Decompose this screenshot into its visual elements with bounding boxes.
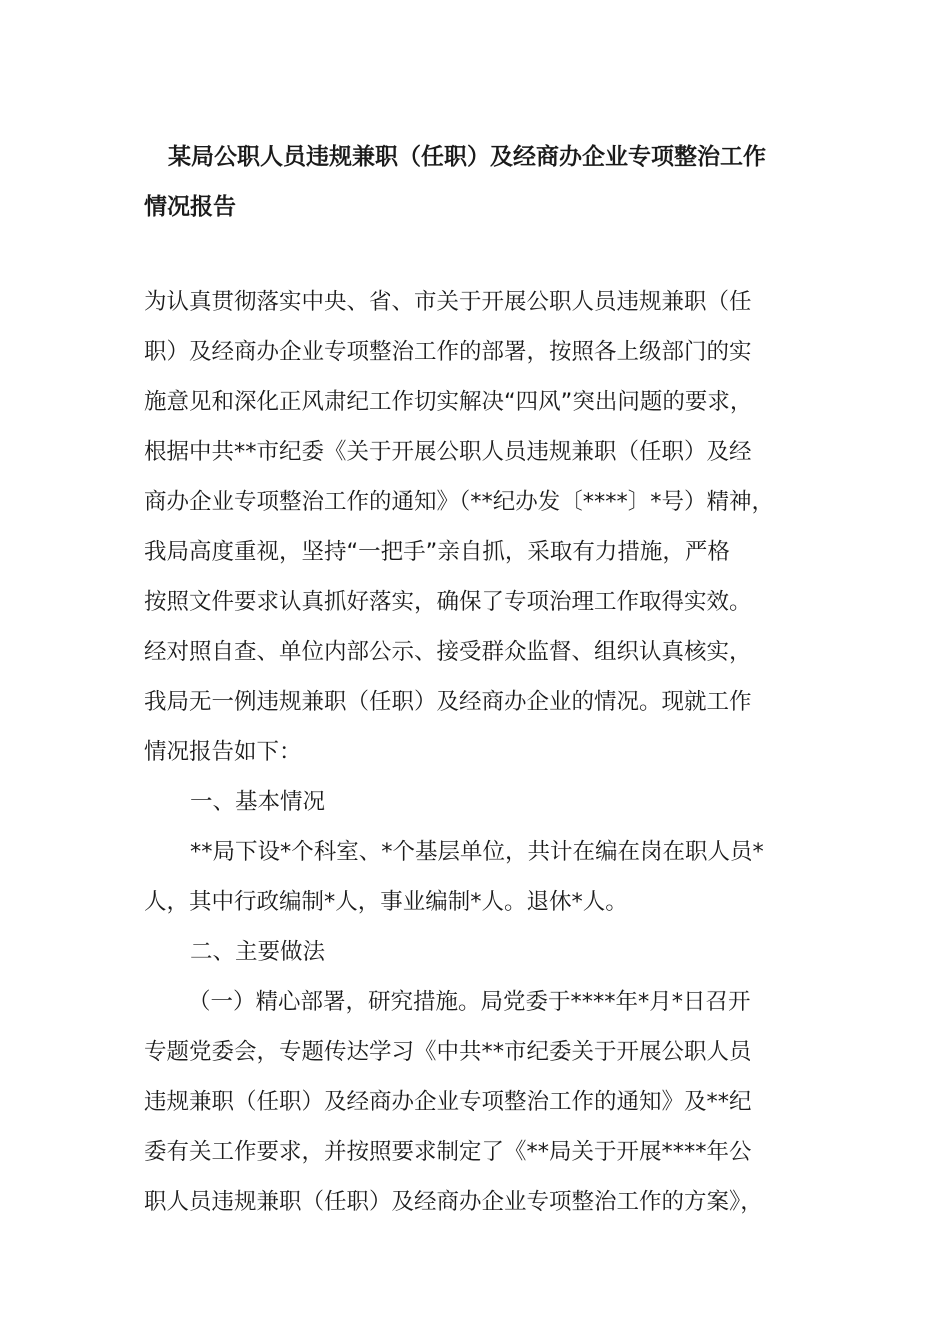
body-line: 委有关工作要求，并按照要求制定了《**局关于开展****年公 bbox=[144, 1139, 752, 1165]
body-line: 经对照自查、单位内部公示、接受群众监督、组织认真核实， bbox=[144, 639, 752, 665]
title-line-1: 某局公职人员违规兼职（任职）及经商办企业专项整治工作 bbox=[168, 144, 766, 170]
document-body bbox=[144, 277, 834, 1227]
body-line: 施意见和深化正风肃纪工作切实解决“四风”突出问题的要求， bbox=[144, 389, 753, 415]
body-line: 我局高度重视，坚持“一把手”亲自抓，采取有力措施，严格 bbox=[144, 539, 730, 565]
body-line: 情况报告如下： bbox=[144, 739, 302, 765]
body-line: 为认真贯彻落实中央、省、市关于开展公职人员违规兼职（任 bbox=[144, 289, 752, 315]
body-line: 我局无一例违规兼职（任职）及经商办企业的情况。现就工作 bbox=[144, 689, 752, 715]
section-heading: 二、主要做法 bbox=[190, 939, 326, 965]
body-line: **局下设*个科室、*个基层单位，共计在编在岗在职人员* bbox=[190, 839, 764, 865]
title-line-2: 情况报告 bbox=[144, 194, 236, 220]
body-line: 职）及经商办企业专项整治工作的部署，按照各上级部门的实 bbox=[144, 339, 752, 365]
body-line: 职人员违规兼职（任职）及经商办企业专项整治工作的方案》， bbox=[144, 1189, 763, 1215]
body-line: 按照文件要求认真抓好落实，确保了专项治理工作取得实效。 bbox=[144, 589, 752, 615]
document-title bbox=[144, 132, 824, 232]
body-line: 人，其中行政编制*人，事业编制*人。退休*人。 bbox=[144, 889, 628, 915]
section-heading: 一、基本情况 bbox=[190, 789, 326, 815]
body-line: 商办企业专项整治工作的通知》（**纪办发〔****〕*号）精神， bbox=[144, 489, 775, 515]
subsection-line: （一）精心部署，研究措施。局党委于****年*月*日召开 bbox=[188, 989, 751, 1015]
body-line: 专题党委会，专题传达学习《中共**市纪委关于开展公职人员 bbox=[144, 1039, 752, 1065]
body-line: 违规兼职（任职）及经商办企业专项整治工作的通知》及**纪 bbox=[144, 1089, 752, 1115]
body-line: 根据中共**市纪委《关于开展公职人员违规兼职（任职）及经 bbox=[144, 439, 752, 465]
